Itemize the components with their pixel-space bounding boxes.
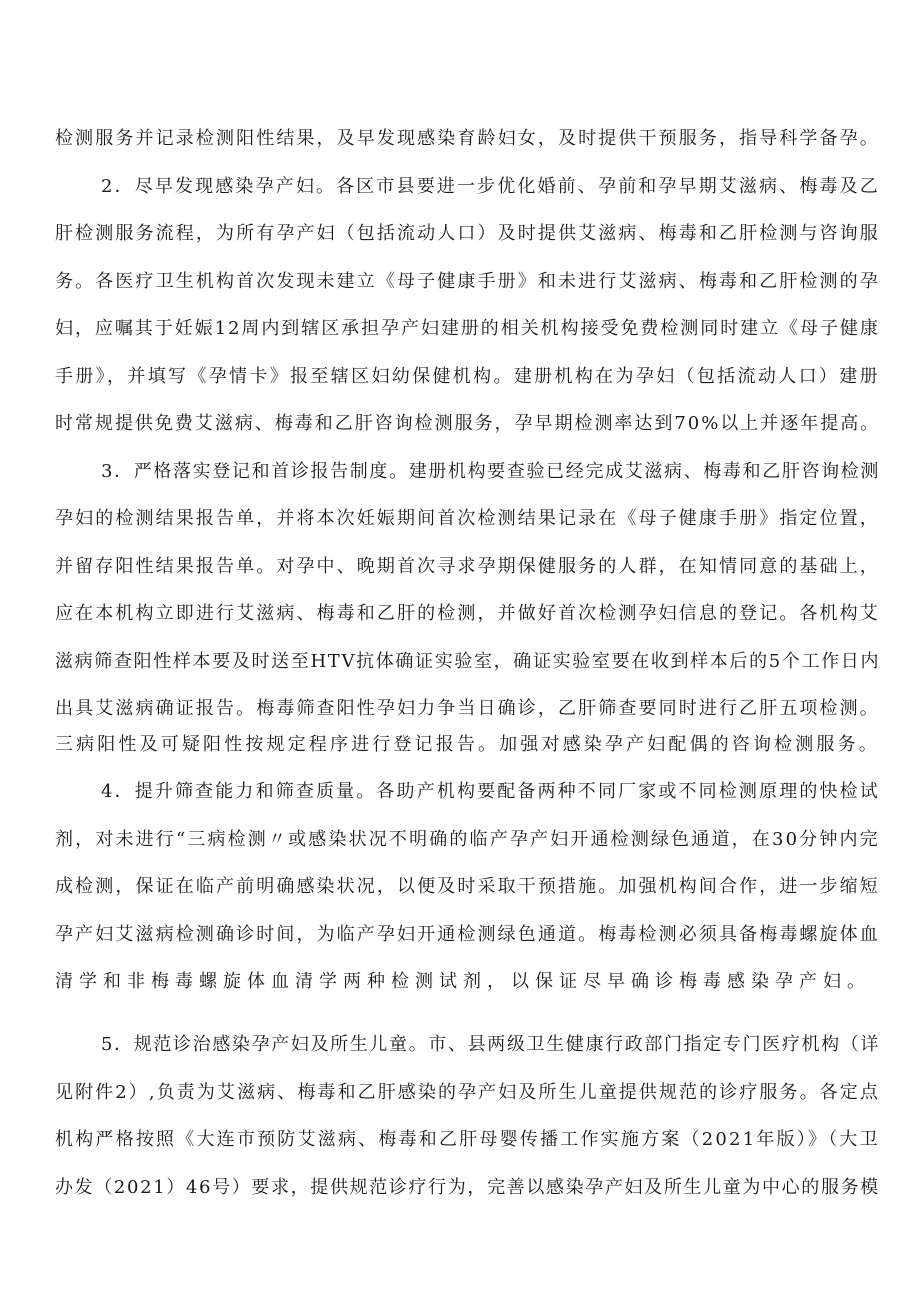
text-line-2: 2．尽早发现感染孕产妇。各区市县要进一步优化婚前、孕前和孕早期艾滋病、梅毒及乙 bbox=[101, 176, 880, 197]
text-line-9: 孕妇的检测结果报告单，并将本次妊娠期间首次检测结果记录在《母子健康手册》指定位置， bbox=[55, 508, 880, 529]
text-line-4: 务。各医疗卫生机构首次发现未建立《母子健康手册》和未进行艾滋病、梅毒和乙肝检测的孕 bbox=[55, 271, 880, 292]
text-line-12: 滋病筛查阳性样本要及时送至HTV抗体确证实验室，确证实验室要在收到样本后的5个工作日内 bbox=[55, 651, 881, 672]
text-line-7: 时常规提供免费艾滋病、梅毒和乙肝咨询检测服务，孕早期检测率达到70%以上并逐年提高。 bbox=[55, 413, 881, 434]
text-line-13: 出具艾滋病确证报告。梅毒筛查阳性孕妇力争当日确诊，乙肝筛查要同时进行乙肝五项检测。 bbox=[55, 698, 880, 719]
text-line-23: 办发（2021）46号）要求，提供规范诊疗行为，完善以感染孕产妇及所生儿童为中心的服务模 bbox=[55, 1177, 880, 1198]
text-line-5: 妇，应嘱其于妊娠12周内到辖区承担孕产妇建册的相关机构接受免费检测同时建立《母子健康 bbox=[55, 318, 880, 339]
text-line-6: 手册》，并填写《孕情卡》报至辖区妇幼保健机构。建册机构在为孕妇（包括流动人口）建册 bbox=[55, 366, 880, 387]
text-line-8: 3．严格落实登记和首诊报告制度。建册机构要查验已经完成艾滋病、梅毒和乙肝咨询检测 bbox=[101, 461, 881, 482]
text-line-21: 见附件2）,负责为艾滋病、梅毒和乙肝感染的孕产妇及所生儿童提供规范的诊疗服务。各定点 bbox=[55, 1082, 880, 1103]
text-line-11: 应在本机构立即进行艾滋病、梅毒和乙肝的检测，并做好首次检测孕妇信息的登记。各机构艾 bbox=[55, 603, 880, 624]
text-line-16: 剂，对未进行“三病检测〃或感染状况不明确的临产孕产妇开通检测绿色通道，在30分钟内完 bbox=[55, 829, 880, 850]
text-line-20: 5．规范诊治感染孕产妇及所生儿童。市、县两级卫生健康行政部门指定专门医疗机构（详 bbox=[101, 1034, 881, 1055]
text-line-14: 三病阳性及可疑阳性按规定程序进行登记报告。加强对感染孕产妇配偶的咨询检测服务。 bbox=[55, 734, 880, 755]
text-line-19: 清学和非梅毒螺旋体血清学两种检测试剂，以保证尽早确诊梅毒感染孕产妇。 bbox=[55, 971, 871, 992]
text-line-17: 成检测，保证在临产前明确感染状况，以便及时采取干预措施。加强机构间合作，进一步缩短 bbox=[55, 876, 880, 897]
text-line-15: 4．提升筛查能力和筛查质量。各助产机构要配备两种不同厂家或不同检测原理的快检试 bbox=[101, 781, 880, 802]
text-line-3: 肝检测服务流程，为所有孕产妇（包括流动人口）及时提供艾滋病、梅毒和乙肝检测与咨询服 bbox=[55, 223, 880, 244]
text-line-22: 机构严格按照《大连市预防艾滋病、梅毒和乙肝母婴传播工作实施方案（2021年版）》（大卫 bbox=[55, 1129, 880, 1150]
text-line-10: 并留存阳性结果报告单。对孕中、晚期首次寻求孕期保健服务的人群，在知情同意的基础上， bbox=[55, 556, 880, 577]
text-line-1: 检测服务并记录检测阳性结果，及早发现感染育龄妇女，及时提供干预服务，指导科学备孕。 bbox=[55, 128, 880, 149]
text-line-18: 孕产妇艾滋病检测确诊时间，为临产孕妇开通检测绿色通道。梅毒检测必须具备梅毒螺旋体血 bbox=[55, 924, 880, 945]
